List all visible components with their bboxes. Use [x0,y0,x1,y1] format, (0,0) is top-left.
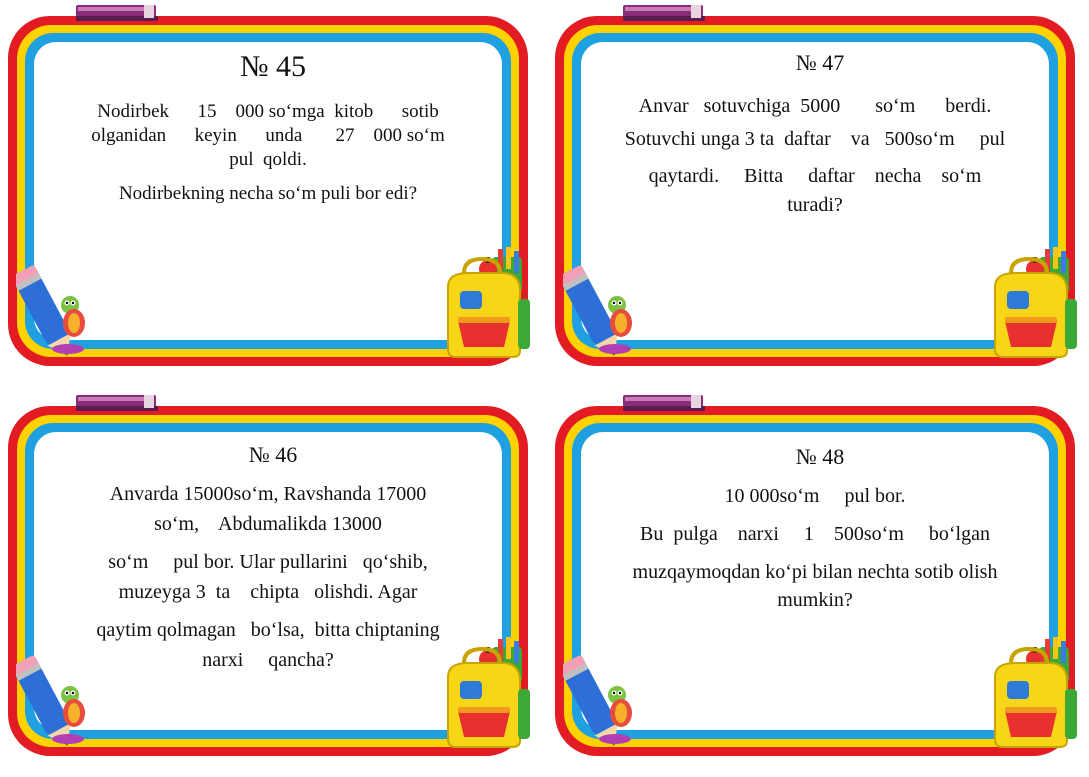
task-line: Sotuvchi unga 3 ta daftar va 500so‘m pul [624,128,1006,150]
task-line: turadi? [787,194,843,216]
task-line: olganidan keyin unda 27 000 so‘m [91,125,445,146]
task-line: so‘m, Abdumalikda 13000 [154,513,382,535]
task-text [48,100,488,206]
task-number: № 46 [248,442,298,467]
task-number: № 47 [795,50,845,75]
task-number: № 45 [239,50,307,83]
task-line: Bu pulga narxi 1 500so‘m bo‘lgan [640,523,990,545]
task-line: Anvarda 15000so‘m, Ravshanda 17000 [109,483,427,505]
book-icon [74,392,160,412]
book-icon [621,2,707,22]
task-text [48,479,488,675]
task-card-47 [555,0,1085,365]
book-icon [621,392,707,412]
task-line: mumkin? [777,589,853,611]
task-card-46 [8,390,538,755]
school-backpack-icon [985,247,1079,359]
school-backpack-icon [985,637,1079,749]
task-line: muzeyga 3 ta chipta olishdi. Agar [118,581,418,603]
task-line: pul qoldi. [229,149,307,170]
book-icon [74,2,160,22]
task-text [585,481,1045,613]
task-line: qaytim qolmagan bo‘lsa, bitta chiptaning [96,619,440,641]
task-line: muzqaymoqdan ko‘pi bilan nechta sotib olish [632,561,998,583]
task-line: so‘m pul bor. Ular pullarini qo‘shib, [108,551,428,573]
task-line: 10 000so‘m pul bor. [724,485,906,507]
pencil-caterpillar-icon [563,257,641,357]
task-card-48 [555,390,1085,755]
task-text [585,90,1045,217]
school-backpack-icon [438,247,532,359]
task-line: narxi qancha? [202,649,334,671]
task-line: Anvar sotuvchiga 5000 so‘m berdi. [638,95,992,117]
task-card-45 [8,0,538,365]
pencil-caterpillar-icon [16,257,94,357]
pencil-caterpillar-icon [563,647,641,747]
task-line: Nodirbek 15 000 so‘mga kitob sotib [97,101,439,122]
task-question: Nodirbekning necha so‘m puli bor edi? [118,183,418,204]
task-number: № 48 [795,444,845,469]
task-line: qaytardi. Bitta daftar necha so‘m [648,165,982,187]
